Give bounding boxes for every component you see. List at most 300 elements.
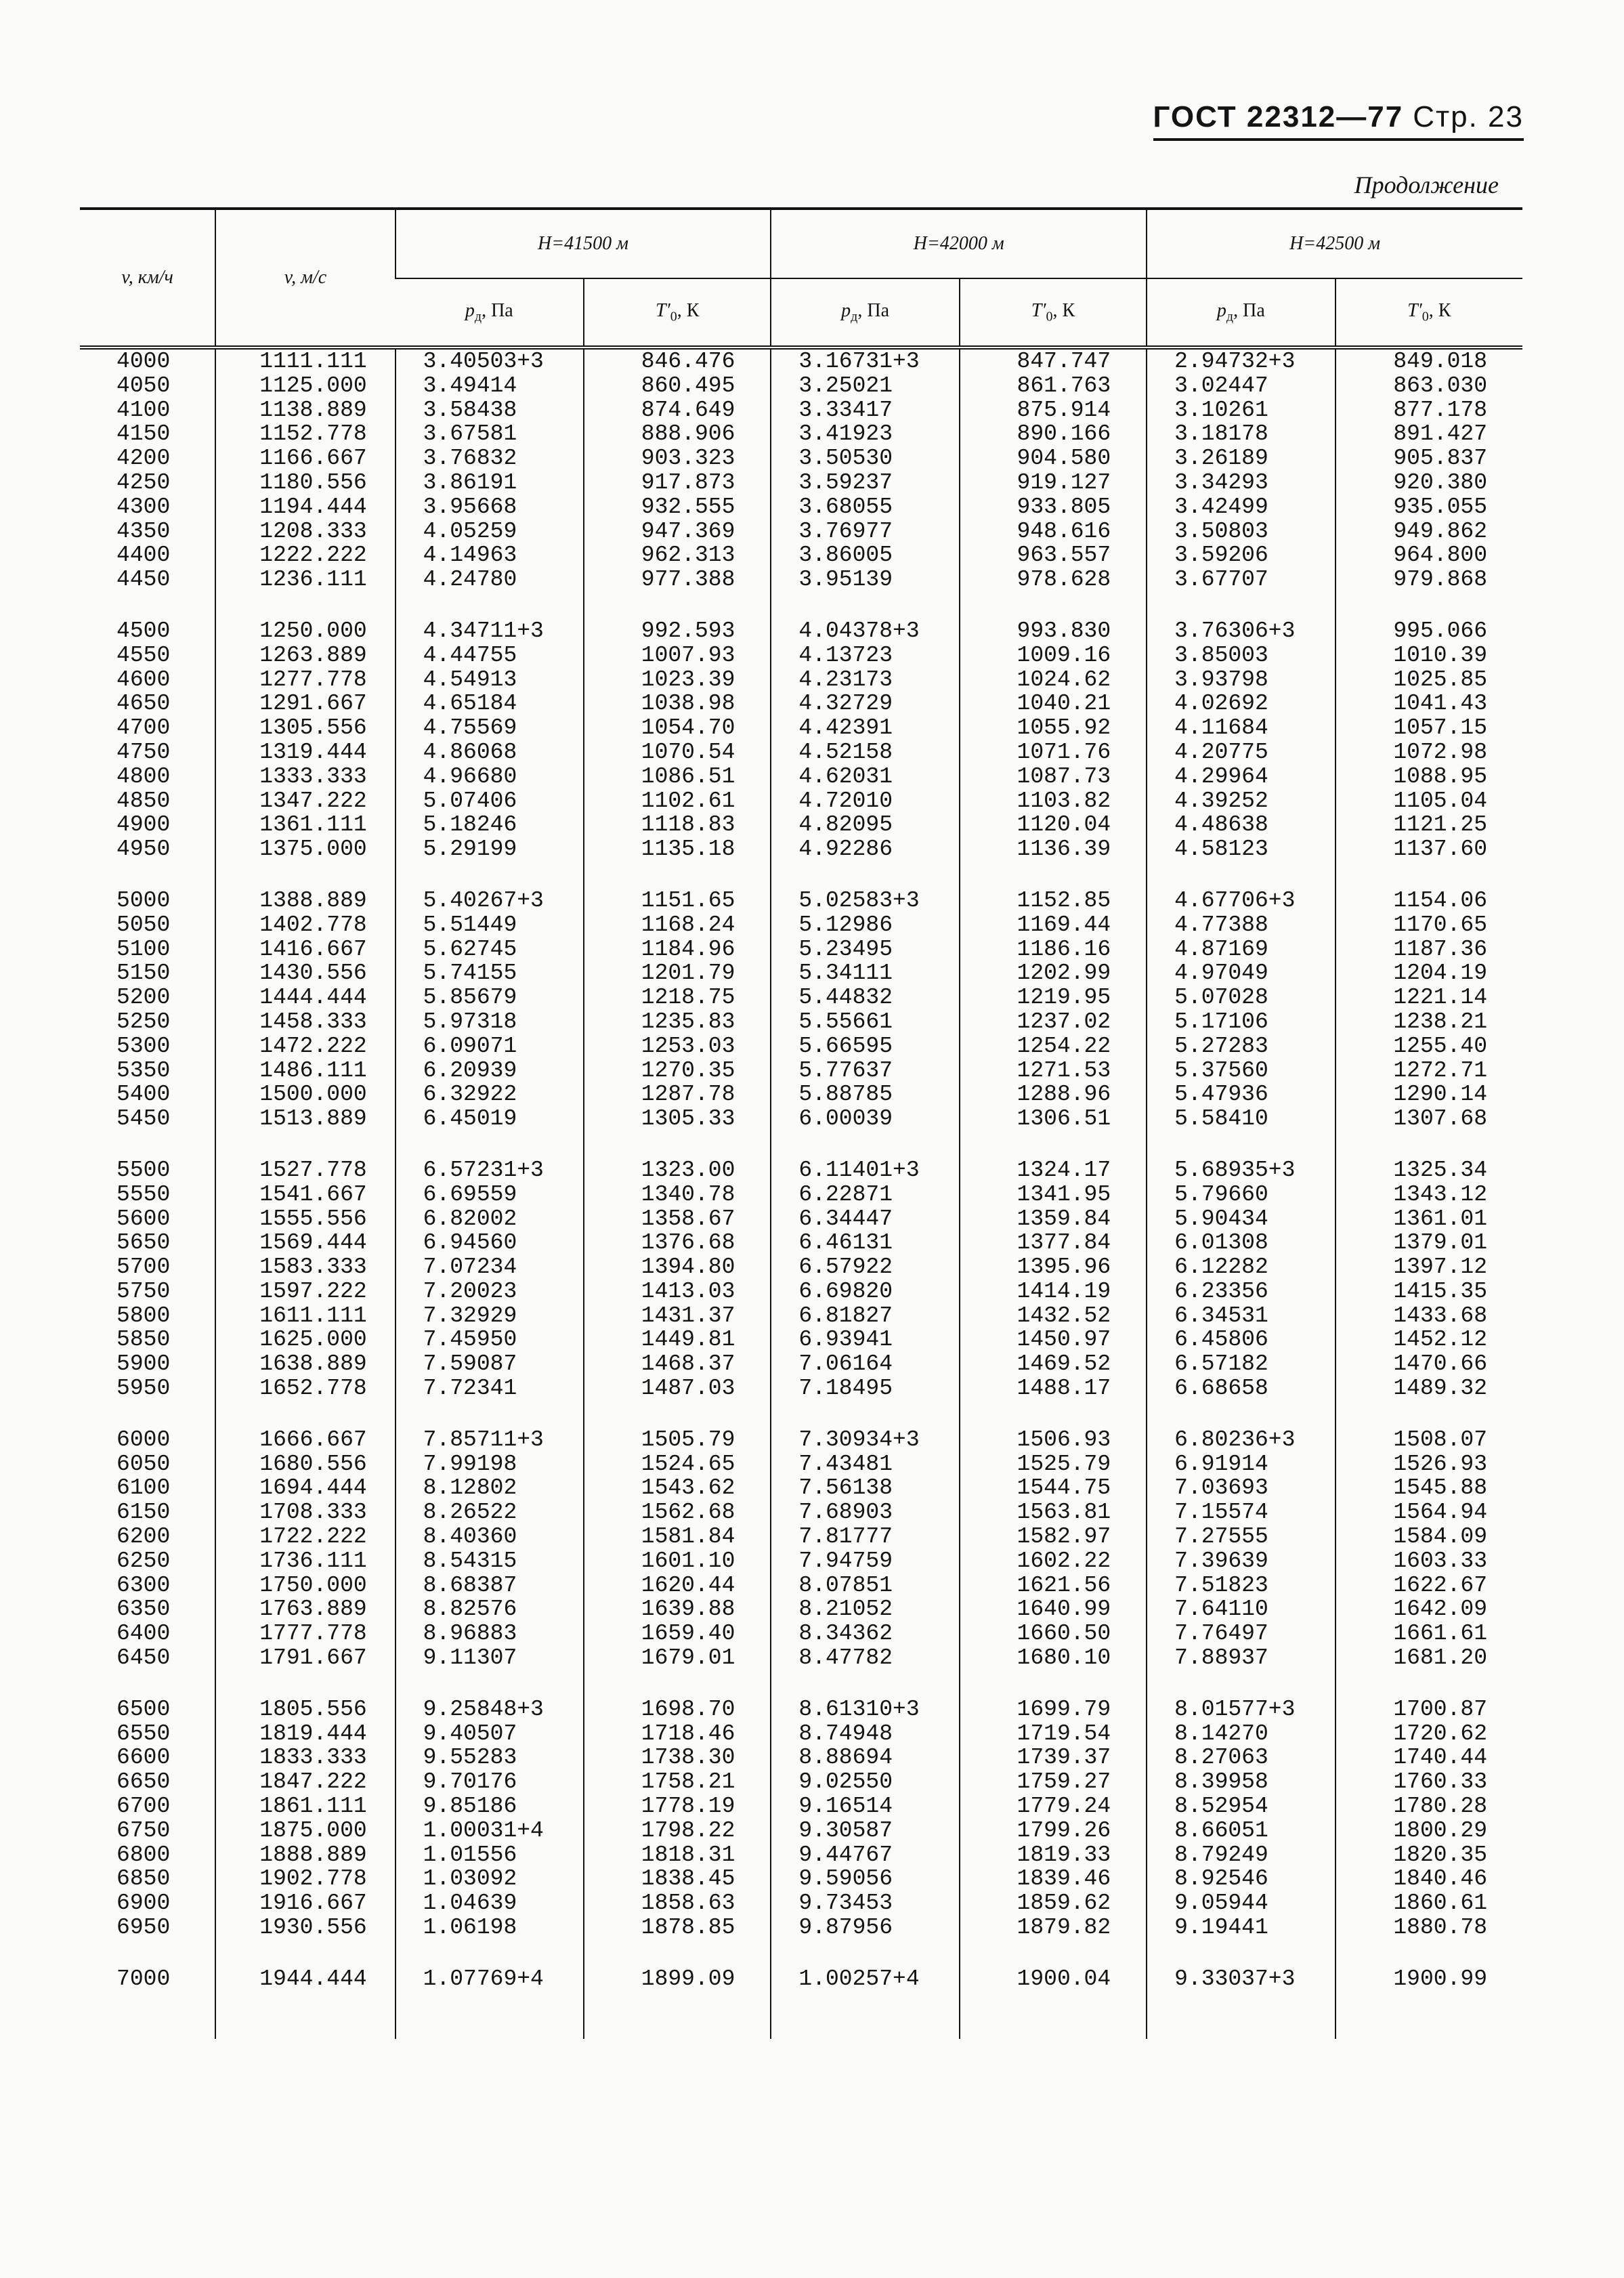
- cell-speed-ms: 1361.111: [215, 813, 395, 837]
- cell-temperature: 849.018: [1335, 347, 1522, 374]
- cell-temperature: 1379.01: [1335, 1231, 1522, 1255]
- table-row: [80, 1722, 1522, 1746]
- cell-pressure: 6.32922: [396, 1082, 584, 1107]
- cell-speed-kmh: 6400: [116, 1621, 171, 1647]
- cell-pressure: 4.34711+3: [396, 619, 584, 644]
- cell-temperature: 964.800: [1335, 543, 1522, 568]
- cell-pressure: 3.42499: [1147, 495, 1335, 520]
- cell-speed-kmh: 4400: [116, 543, 171, 568]
- gap-cell: [1335, 592, 1522, 619]
- cell-pressure: 3.86191: [396, 471, 584, 495]
- cell-temperature: 1602.22: [960, 1549, 1147, 1574]
- cell-speed-kmh: 6350: [116, 1597, 171, 1622]
- cell-pressure: 4.02692: [1147, 692, 1335, 716]
- cell-speed-kmh: 7000: [116, 1966, 171, 1991]
- gap-cell: [584, 1991, 771, 2039]
- cell-pressure: 8.12802: [396, 1476, 584, 1500]
- cell-temperature: 846.476: [584, 347, 771, 374]
- gap-cell: [960, 1401, 1147, 1428]
- cell-temperature: 962.313: [584, 543, 771, 568]
- table-row: [80, 1280, 1522, 1304]
- table-row: [80, 1010, 1522, 1034]
- cell-temperature: 1661.61: [1335, 1622, 1522, 1646]
- cell-speed-kmh: 5700: [116, 1254, 171, 1280]
- cell-pressure: 4.24780: [396, 568, 584, 592]
- cell-temperature: 1639.88: [584, 1597, 771, 1622]
- cell-speed-ms: 1555.556: [215, 1207, 395, 1231]
- cell-temperature: 948.616: [960, 520, 1147, 544]
- gap-cell: [80, 1991, 215, 2039]
- cell-speed-ms: 1513.889: [215, 1107, 395, 1131]
- gap-cell: [771, 1991, 959, 2039]
- cell-temperature: 1698.70: [584, 1697, 771, 1722]
- cell-speed-kmh: 4750: [116, 739, 171, 765]
- cell-temperature: 1070.54: [584, 740, 771, 765]
- table-row: [80, 1452, 1522, 1477]
- cell-speed-kmh: 6100: [116, 1475, 171, 1501]
- cell-speed-ms: 1569.444: [215, 1231, 395, 1255]
- cell-pressure: 5.58410: [1147, 1107, 1335, 1131]
- block-gap: [80, 1991, 1522, 2039]
- cell-pressure: 8.82576: [396, 1597, 584, 1622]
- table-row: [80, 398, 1522, 423]
- block-gap: [80, 592, 1522, 619]
- cell-temperature: 1506.93: [960, 1428, 1147, 1452]
- gap-cell: [771, 1401, 959, 1428]
- cell-temperature: 1778.19: [584, 1794, 771, 1819]
- cell-pressure: 6.34447: [771, 1207, 959, 1231]
- cell-temperature: 1184.96: [584, 937, 771, 962]
- table-row: [80, 789, 1522, 814]
- table-row: [80, 1428, 1522, 1452]
- cell-pressure: 9.02550: [771, 1770, 959, 1794]
- table-body: [80, 347, 1522, 2039]
- cell-speed-ms: 1597.222: [215, 1280, 395, 1304]
- cell-temperature: 1819.33: [960, 1843, 1147, 1868]
- cell-speed-kmh: 5450: [116, 1106, 171, 1132]
- cell-speed-kmh: 6950: [116, 1915, 171, 1941]
- cell-speed-ms: 1319.444: [215, 740, 395, 765]
- cell-pressure: 8.79249: [1147, 1843, 1335, 1868]
- cell-pressure: 6.11401+3: [771, 1158, 959, 1183]
- cell-pressure: 6.91914: [1147, 1452, 1335, 1477]
- cell-pressure: 6.23356: [1147, 1280, 1335, 1304]
- gap-cell: [960, 1940, 1147, 1967]
- cell-pressure: 7.88937: [1147, 1646, 1335, 1670]
- cell-pressure: 7.18495: [771, 1376, 959, 1401]
- cell-temperature: 1118.83: [584, 813, 771, 837]
- cell-pressure: 5.47936: [1147, 1082, 1335, 1107]
- cell-temperature: 1659.40: [584, 1622, 771, 1646]
- table-row: [80, 1697, 1522, 1722]
- table-row: [80, 1574, 1522, 1598]
- cell-pressure: 4.39252: [1147, 789, 1335, 814]
- table-row: [80, 1916, 1522, 1940]
- cell-temperature: 1361.01: [1335, 1207, 1522, 1231]
- cell-speed-ms: 1861.111: [215, 1794, 395, 1819]
- cell-pressure: 8.92546: [1147, 1867, 1335, 1891]
- cell-temperature: 1218.75: [584, 986, 771, 1010]
- cell-speed-kmh: 4250: [116, 469, 171, 495]
- gap-cell: [960, 1991, 1147, 2039]
- cell-speed-ms: 1347.222: [215, 789, 395, 814]
- cell-speed-ms: 1444.444: [215, 986, 395, 1010]
- gap-cell: [396, 1991, 584, 2039]
- cell-temperature: 1640.99: [960, 1597, 1147, 1622]
- cell-speed-ms: 1263.889: [215, 644, 395, 668]
- cell-temperature: 1187.36: [1335, 937, 1522, 962]
- cell-temperature: 1186.16: [960, 937, 1147, 962]
- cell-temperature: 1700.87: [1335, 1697, 1522, 1722]
- gap-cell: [1147, 1131, 1335, 1158]
- block-gap: [80, 1940, 1522, 1967]
- cell-speed-ms: 1708.333: [215, 1500, 395, 1525]
- table-row: [80, 1231, 1522, 1255]
- cell-speed-ms: 1916.667: [215, 1891, 395, 1916]
- gap-cell: [1335, 1401, 1522, 1428]
- cell-speed-kmh: 6200: [116, 1524, 171, 1550]
- cell-temperature: 1563.81: [960, 1500, 1147, 1525]
- cell-temperature: 1840.46: [1335, 1867, 1522, 1891]
- gap-cell: [80, 1131, 215, 1158]
- cell-pressure: 3.93798: [1147, 668, 1335, 692]
- gap-cell: [584, 1131, 771, 1158]
- gap-cell: [1335, 1131, 1522, 1158]
- gap-cell: [215, 862, 395, 889]
- cell-pressure: 4.42391: [771, 716, 959, 740]
- cell-pressure: 5.37560: [1147, 1059, 1335, 1083]
- cell-pressure: 9.25848+3: [396, 1697, 584, 1722]
- cell-temperature: 1397.12: [1335, 1255, 1522, 1280]
- table-row: [80, 520, 1522, 544]
- cell-temperature: 1272.71: [1335, 1059, 1522, 1083]
- cell-speed-kmh: 6550: [116, 1721, 171, 1746]
- cell-pressure: 4.96680: [396, 765, 584, 789]
- cell-temperature: 1860.61: [1335, 1891, 1522, 1916]
- cell-pressure: 6.20939: [396, 1059, 584, 1083]
- cell-temperature: 1524.65: [584, 1452, 771, 1477]
- col-header-temperature: $T'_0$, К: [1335, 278, 1522, 347]
- cell-temperature: 888.906: [584, 422, 771, 446]
- cell-pressure: 5.68935+3: [1147, 1158, 1335, 1183]
- cell-pressure: 9.73453: [771, 1891, 959, 1916]
- table-row: [80, 347, 1522, 374]
- cell-pressure: 7.68903: [771, 1500, 959, 1525]
- cell-pressure: 3.33417: [771, 398, 959, 423]
- cell-temperature: 1738.30: [584, 1746, 771, 1770]
- cell-pressure: 5.12986: [771, 913, 959, 937]
- gap-cell: [771, 1940, 959, 1967]
- cell-temperature: 932.555: [584, 495, 771, 520]
- cell-speed-ms: 1500.000: [215, 1082, 395, 1107]
- cell-temperature: 1487.03: [584, 1376, 771, 1401]
- cell-pressure: 5.51449: [396, 913, 584, 937]
- cell-speed-ms: 1277.778: [215, 668, 395, 692]
- cell-pressure: 3.02447: [1147, 374, 1335, 398]
- block-gap: [80, 862, 1522, 889]
- cell-pressure: 4.97049: [1147, 961, 1335, 986]
- cell-temperature: 1642.09: [1335, 1597, 1522, 1622]
- cell-temperature: 1681.20: [1335, 1646, 1522, 1670]
- cell-speed-ms: 1902.778: [215, 1867, 395, 1891]
- cell-pressure: 3.95668: [396, 495, 584, 520]
- cell-temperature: 1151.65: [584, 889, 771, 913]
- cell-pressure: 3.49414: [396, 374, 584, 398]
- cell-pressure: 5.79660: [1147, 1183, 1335, 1207]
- cell-temperature: 1470.66: [1335, 1352, 1522, 1376]
- cell-pressure: 4.67706+3: [1147, 889, 1335, 913]
- gap-cell: [771, 862, 959, 889]
- gap-cell: [1147, 862, 1335, 889]
- cell-speed-kmh: 5550: [116, 1181, 171, 1207]
- cell-pressure: 9.70176: [396, 1770, 584, 1794]
- cell-temperature: 1168.24: [584, 913, 771, 937]
- table-row: [80, 1059, 1522, 1083]
- gap-cell: [215, 1670, 395, 1697]
- cell-temperature: 1007.93: [584, 644, 771, 668]
- cell-temperature: 1137.60: [1335, 837, 1522, 862]
- gap-cell: [396, 862, 584, 889]
- cell-temperature: 977.388: [584, 568, 771, 592]
- cell-temperature: 1376.68: [584, 1231, 771, 1255]
- cell-speed-kmh: 6900: [116, 1891, 171, 1916]
- cell-pressure: 3.76306+3: [1147, 619, 1335, 644]
- cell-speed-kmh: 6700: [116, 1794, 171, 1819]
- cell-pressure: 7.45950: [396, 1328, 584, 1352]
- cell-speed-ms: 1736.111: [215, 1549, 395, 1574]
- cell-pressure: 6.45019: [396, 1107, 584, 1131]
- cell-pressure: 5.66595: [771, 1034, 959, 1059]
- cell-speed-ms: 1222.222: [215, 543, 395, 568]
- cell-pressure: 8.66051: [1147, 1819, 1335, 1843]
- cell-temperature: 1603.33: [1335, 1549, 1522, 1574]
- cell-pressure: 7.81777: [771, 1525, 959, 1549]
- block-gap: [80, 1401, 1522, 1428]
- cell-pressure: 4.04378+3: [771, 619, 959, 644]
- page-number: Стр. 23: [1413, 100, 1524, 133]
- cell-pressure: 4.75569: [396, 716, 584, 740]
- cell-speed-ms: 1625.000: [215, 1328, 395, 1352]
- cell-pressure: 1.04639: [396, 1891, 584, 1916]
- cell-temperature: 1306.51: [960, 1107, 1147, 1131]
- cell-temperature: 1526.93: [1335, 1452, 1522, 1477]
- group-header-altitude: H=42500 м: [1147, 209, 1522, 278]
- cell-pressure: 4.92286: [771, 837, 959, 862]
- cell-temperature: 1201.79: [584, 961, 771, 986]
- cell-pressure: 6.57922: [771, 1255, 959, 1280]
- cell-temperature: 1202.99: [960, 961, 1147, 986]
- cell-temperature: 1759.27: [960, 1770, 1147, 1794]
- cell-temperature: 1271.53: [960, 1059, 1147, 1083]
- cell-pressure: 5.02583+3: [771, 889, 959, 913]
- cell-pressure: 8.88694: [771, 1746, 959, 1770]
- cell-temperature: 1086.51: [584, 765, 771, 789]
- cell-temperature: 1601.10: [584, 1549, 771, 1574]
- cell-pressure: 8.68387: [396, 1574, 584, 1598]
- cell-speed-ms: 1416.667: [215, 937, 395, 962]
- cell-pressure: 7.15574: [1147, 1500, 1335, 1525]
- gap-cell: [1335, 1670, 1522, 1697]
- table-row: [80, 1207, 1522, 1231]
- cell-pressure: 3.59237: [771, 471, 959, 495]
- cell-speed-ms: 1208.333: [215, 520, 395, 544]
- cell-speed-kmh: 6450: [116, 1645, 171, 1671]
- cell-pressure: 9.30587: [771, 1819, 959, 1843]
- cell-pressure: 1.06198: [396, 1916, 584, 1940]
- cell-temperature: 1582.97: [960, 1525, 1147, 1549]
- cell-pressure: 3.41923: [771, 422, 959, 446]
- cell-temperature: 1415.35: [1335, 1280, 1522, 1304]
- gap-cell: [584, 862, 771, 889]
- atmosphere-table: [80, 207, 1522, 2039]
- cell-speed-kmh: 5950: [116, 1376, 171, 1401]
- cell-temperature: 1900.04: [960, 1967, 1147, 1991]
- gap-cell: [1335, 1991, 1522, 2039]
- cell-pressure: 6.81827: [771, 1304, 959, 1328]
- cell-temperature: 1858.63: [584, 1891, 771, 1916]
- block-gap: [80, 1670, 1522, 1697]
- cell-temperature: 1054.70: [584, 716, 771, 740]
- cell-pressure: 9.85186: [396, 1794, 584, 1819]
- cell-temperature: 1394.80: [584, 1255, 771, 1280]
- cell-speed-ms: 1375.000: [215, 837, 395, 862]
- table-row: [80, 961, 1522, 986]
- gap-cell: [1147, 1940, 1335, 1967]
- cell-speed-ms: 1638.889: [215, 1352, 395, 1376]
- cell-temperature: 1343.12: [1335, 1183, 1522, 1207]
- cell-temperature: 1820.35: [1335, 1843, 1522, 1868]
- page-header: [1153, 100, 1524, 141]
- cell-temperature: 1799.26: [960, 1819, 1147, 1843]
- cell-pressure: 5.07406: [396, 789, 584, 814]
- table-row: [80, 1082, 1522, 1107]
- table-row: [80, 1794, 1522, 1819]
- cell-speed-ms: 1250.000: [215, 619, 395, 644]
- cell-speed-kmh: 4600: [116, 667, 171, 692]
- table-row: [80, 1622, 1522, 1646]
- cell-speed-ms: 1875.000: [215, 1819, 395, 1843]
- cell-temperature: 1237.02: [960, 1010, 1147, 1034]
- cell-temperature: 904.580: [960, 446, 1147, 471]
- table-row: [80, 813, 1522, 837]
- cell-pressure: 3.95139: [771, 568, 959, 592]
- cell-speed-ms: 1583.333: [215, 1255, 395, 1280]
- cell-speed-kmh: 4650: [116, 691, 171, 717]
- cell-speed-kmh: 6750: [116, 1817, 171, 1843]
- cell-temperature: 917.873: [584, 471, 771, 495]
- cell-speed-kmh: 6300: [116, 1572, 171, 1598]
- cell-speed-kmh: 5850: [116, 1327, 171, 1353]
- cell-speed-kmh: 6150: [116, 1500, 171, 1525]
- cell-temperature: 1288.96: [960, 1082, 1147, 1107]
- cell-speed-ms: 1805.556: [215, 1697, 395, 1722]
- table-row: [80, 1376, 1522, 1401]
- table-row: [80, 1891, 1522, 1916]
- cell-temperature: 1103.82: [960, 789, 1147, 814]
- table-row: [80, 740, 1522, 765]
- cell-speed-kmh: 4200: [116, 446, 171, 471]
- cell-temperature: 1009.16: [960, 644, 1147, 668]
- cell-speed-kmh: 6050: [116, 1451, 171, 1477]
- gap-cell: [1147, 1401, 1335, 1428]
- cell-pressure: 9.87956: [771, 1916, 959, 1940]
- cell-temperature: 1340.78: [584, 1183, 771, 1207]
- gap-cell: [584, 1670, 771, 1697]
- cell-temperature: 875.914: [960, 398, 1147, 423]
- cell-temperature: 877.178: [1335, 398, 1522, 423]
- cell-pressure: 4.72010: [771, 789, 959, 814]
- cell-temperature: 1041.43: [1335, 692, 1522, 716]
- cell-pressure: 4.77388: [1147, 913, 1335, 937]
- table-row: [80, 668, 1522, 692]
- gap-cell: [960, 1670, 1147, 1697]
- cell-temperature: 1780.28: [1335, 1794, 1522, 1819]
- cell-temperature: 1270.35: [584, 1059, 771, 1083]
- table-row: [80, 495, 1522, 520]
- gap-cell: [584, 1940, 771, 1967]
- cell-temperature: 963.557: [960, 543, 1147, 568]
- cell-temperature: 1468.37: [584, 1352, 771, 1376]
- cell-temperature: 1562.68: [584, 1500, 771, 1525]
- table-row: [80, 1967, 1522, 1991]
- cell-temperature: 1072.98: [1335, 740, 1522, 765]
- col-header-speed-kmh: v, км/ч: [80, 209, 215, 347]
- cell-temperature: 860.495: [584, 374, 771, 398]
- cell-temperature: 1413.03: [584, 1280, 771, 1304]
- gap-cell: [771, 1131, 959, 1158]
- cell-pressure: 8.27063: [1147, 1746, 1335, 1770]
- cell-speed-ms: 1333.333: [215, 765, 395, 789]
- cell-pressure: 5.97318: [396, 1010, 584, 1034]
- cell-temperature: 1307.68: [1335, 1107, 1522, 1131]
- cell-pressure: 7.56138: [771, 1476, 959, 1500]
- cell-temperature: 1154.06: [1335, 889, 1522, 913]
- cell-pressure: 5.55661: [771, 1010, 959, 1034]
- table-row: [80, 1819, 1522, 1843]
- cell-temperature: 1800.29: [1335, 1819, 1522, 1843]
- cell-speed-ms: 1402.778: [215, 913, 395, 937]
- cell-speed-ms: 1930.556: [215, 1916, 395, 1940]
- cell-temperature: 1505.79: [584, 1428, 771, 1452]
- cell-speed-ms: 1166.667: [215, 446, 395, 471]
- table-row: [80, 543, 1522, 568]
- cell-temperature: 1255.40: [1335, 1034, 1522, 1059]
- gap-cell: [1335, 1940, 1522, 1967]
- cell-pressure: 7.43481: [771, 1452, 959, 1477]
- cell-pressure: 9.33037+3: [1147, 1967, 1335, 1991]
- cell-temperature: 1088.95: [1335, 765, 1522, 789]
- table-row: [80, 765, 1522, 789]
- table-row: [80, 716, 1522, 740]
- cell-speed-ms: 1236.111: [215, 568, 395, 592]
- cell-temperature: 992.593: [584, 619, 771, 644]
- cell-temperature: 1024.62: [960, 668, 1147, 692]
- table-row: [80, 1034, 1522, 1059]
- table-row: [80, 1549, 1522, 1574]
- cell-temperature: 1432.52: [960, 1304, 1147, 1328]
- cell-speed-kmh: 4050: [116, 373, 171, 398]
- cell-speed-kmh: 4500: [116, 618, 171, 644]
- cell-pressure: 3.50530: [771, 446, 959, 471]
- cell-speed-ms: 1291.667: [215, 692, 395, 716]
- gap-cell: [1147, 1670, 1335, 1697]
- cell-temperature: 1121.25: [1335, 813, 1522, 837]
- table-row: [80, 1843, 1522, 1868]
- table-row: [80, 619, 1522, 644]
- cell-temperature: 1055.92: [960, 716, 1147, 740]
- cell-temperature: 1377.84: [960, 1231, 1147, 1255]
- table-row: [80, 1597, 1522, 1622]
